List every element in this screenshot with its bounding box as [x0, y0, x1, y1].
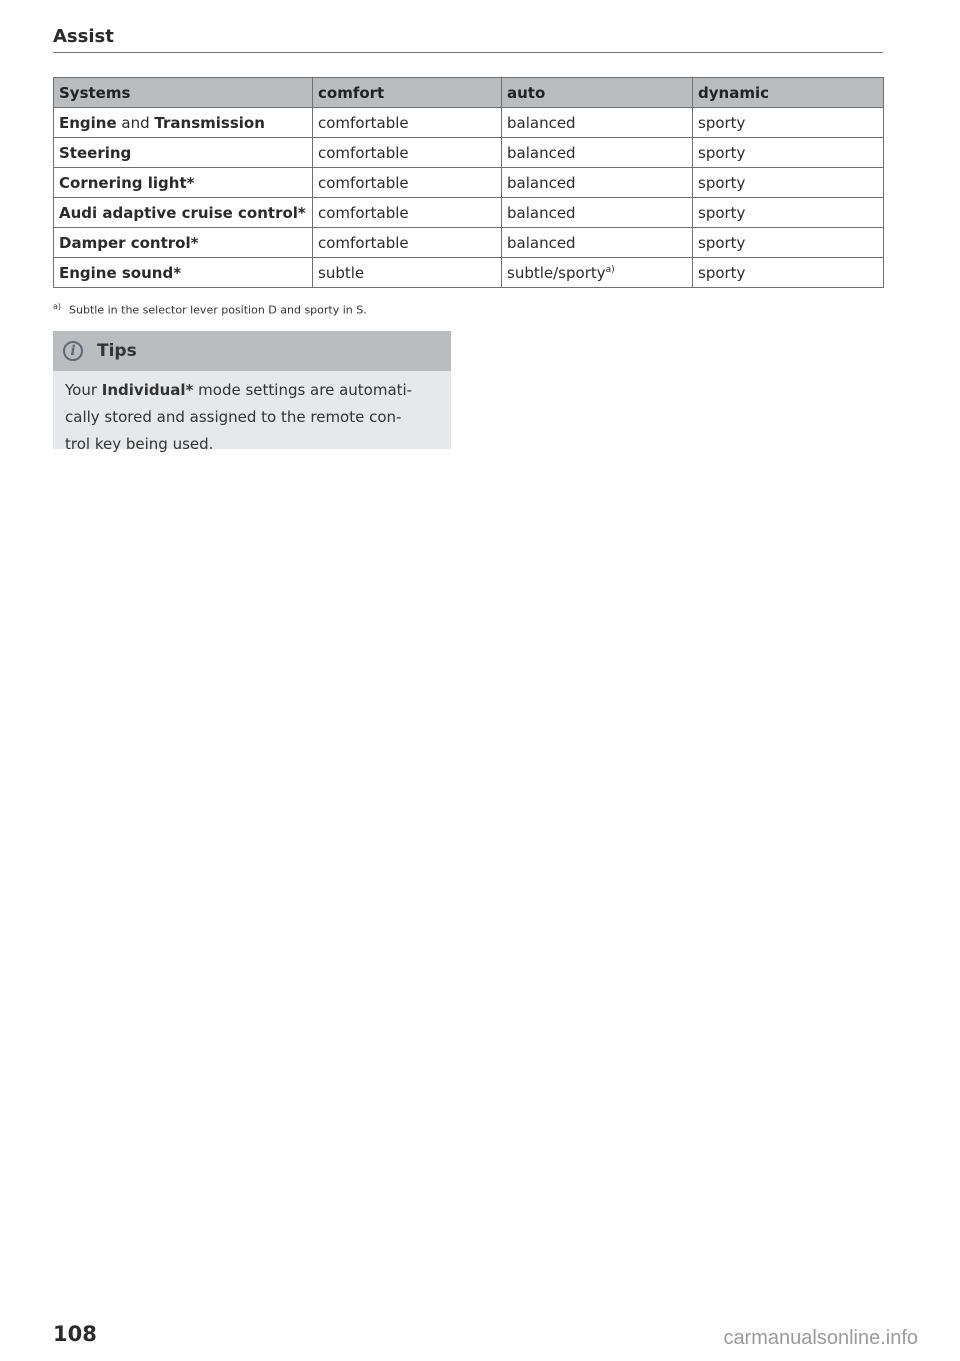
dynamic-cell: sporty	[693, 168, 884, 198]
table-header-row	[54, 78, 884, 108]
dynamic-cell: sporty	[693, 258, 884, 288]
dynamic-cell: sporty	[693, 228, 884, 258]
table-row	[54, 168, 884, 198]
tips-text: mode settings are automati-	[193, 381, 413, 399]
watermark: carmanualsonline.info	[723, 1327, 918, 1349]
auto-cell: balanced	[502, 228, 693, 258]
auto-cell	[502, 258, 693, 288]
table-row	[54, 258, 884, 288]
page-number: 108	[53, 1322, 97, 1346]
auto-cell: balanced	[502, 168, 693, 198]
footnote-reference[interactable]: a)	[605, 264, 615, 275]
individual-mode-term: Individual*	[101, 381, 194, 399]
system-connector: and	[116, 113, 155, 132]
comfort-cell: comfortable	[313, 168, 502, 198]
dynamic-cell: sporty	[693, 108, 884, 138]
drive-modes-table	[53, 77, 884, 288]
system-name-second: Transmission	[154, 113, 265, 132]
table-row	[54, 198, 884, 228]
comfort-cell: comfortable	[313, 228, 502, 258]
tips-box	[53, 331, 451, 453]
dynamic-cell: sporty	[693, 138, 884, 168]
info-icon: i	[63, 341, 83, 361]
tips-header	[53, 331, 451, 371]
table-row	[54, 228, 884, 258]
dynamic-cell: sporty	[693, 198, 884, 228]
system-cell: Audi adaptive cruise control*	[54, 198, 313, 228]
tips-line	[65, 377, 439, 404]
column-header-auto: auto	[502, 78, 693, 108]
comfort-cell: comfortable	[313, 198, 502, 228]
tips-text: Your	[65, 381, 102, 399]
footnote-marker: a)	[53, 302, 62, 311]
auto-cell: balanced	[502, 138, 693, 168]
system-cell: Engine sound*	[54, 258, 313, 288]
comfort-cell: comfortable	[313, 108, 502, 138]
system-name: Engine	[59, 113, 117, 132]
tips-body	[53, 371, 451, 458]
system-cell: Steering	[54, 138, 313, 168]
comfort-cell: comfortable	[313, 138, 502, 168]
tips-line: trol key being used.	[65, 435, 214, 453]
column-header-dynamic: dynamic	[693, 78, 884, 108]
footnote-text: Subtle in the selector lever position D and sporty in S.	[69, 303, 367, 317]
column-header-comfort: comfort	[313, 78, 502, 108]
auto-cell: balanced	[502, 198, 693, 228]
column-header-systems: Systems	[54, 78, 313, 108]
system-cell: Cornering light*	[54, 168, 313, 198]
auto-cell: balanced	[502, 108, 693, 138]
system-cell: Damper control*	[54, 228, 313, 258]
tips-title: Tips	[97, 341, 137, 361]
system-cell	[54, 108, 313, 138]
table-footnote	[53, 302, 367, 317]
table-row	[54, 138, 884, 168]
auto-value: subtle/sporty	[507, 263, 606, 282]
tips-line: cally stored and assigned to the remote con-	[65, 408, 402, 426]
section-title: Assist	[53, 26, 114, 47]
comfort-cell: subtle	[313, 258, 502, 288]
header-divider	[53, 52, 883, 53]
table-row	[54, 108, 884, 138]
